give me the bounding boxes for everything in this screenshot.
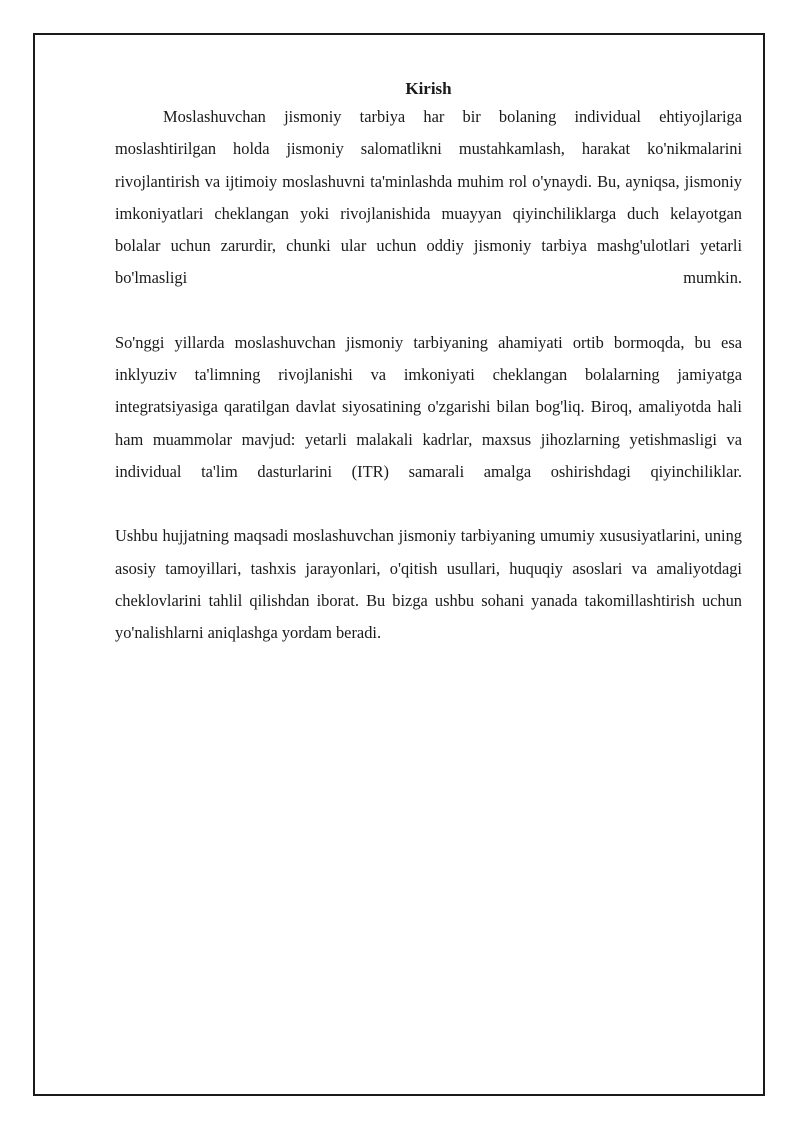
paragraph-1: Moslashuvchan jismoniy tarbiya har bir bolaning individual ehtiyojlariga moslashtirilgan holda jismoniy salomatlikni mustahkamlash, harakat ko'nikmalarini rivojlantirish va ijtimoiy moslashuvni ta'minlashda muhim rol o'ynaydi. Bu, ayniqsa, jismoniy imkoniyatlari cheklangan yoki rivojlanishida muayyan qiyinchiliklarga duch kelayotgan bolalar uchun zarurdir, chunki ular uchun oddiy jismoniy tarbiya mashg'ulotlari yetarli bo'lmasligi mumkin. <box>115 107 742 288</box>
paragraph-3: Ushbu hujjatning maqsadi moslashuvchan jismoniy tarbiyaning umumiy xususiyatlarini, uning asosiy tamoyillari, tashxis jarayonlari, o'qitish usullari, huquqiy asoslari va amaliyotdagi cheklovlarini tahlil qilishdan iborat. Bu bizga ushbu sohani yanada takomillashtirish uchun yo'nalishlarni aniqlashga yordam beradi. <box>115 526 742 643</box>
document-title: Kirish <box>405 79 452 98</box>
document-body <box>115 77 742 649</box>
paragraph-2: So'nggi yillarda moslashuvchan jismoniy tarbiyaning ahamiyati ortib bormoqda, bu esa inklyuziv ta'limning rivojlanishi va imkoniyati cheklangan bolalarning jamiyatga integratsiyasiga qaratilgan davlat siyosatining o'zgarishi bilan bog'liq. Biroq, amaliyotda hali ham muammolar mavjud: yetarli malakali kadrlar, maxsus jihozlarning yetishmasligi va individual ta'lim dasturlarini (ITR) samarali amalga oshirishdagi qiyinchiliklar. <box>115 332 742 481</box>
